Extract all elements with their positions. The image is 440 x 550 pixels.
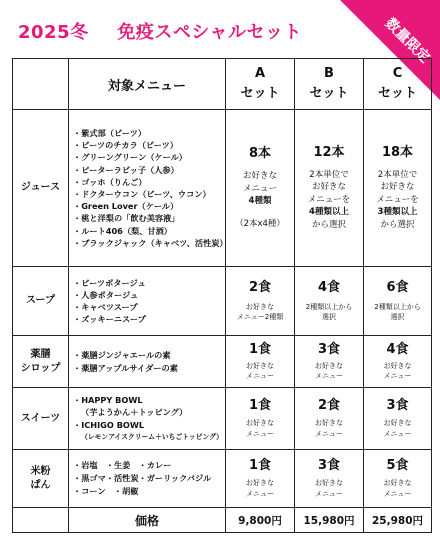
- sweets-b-note: メニュー: [315, 429, 343, 438]
- bread-category: [13, 450, 69, 508]
- syrup-c-note: お好きな: [383, 361, 412, 370]
- juice-set-b: [295, 110, 364, 267]
- bread-category-l1: 米粉: [30, 465, 51, 477]
- bread-a-count: 1食: [248, 458, 272, 473]
- soup-b-note: 2種類以上から: [305, 302, 353, 311]
- sweets-a-note: お好きな: [246, 419, 274, 427]
- soup-a-note: メニュー2種類: [236, 313, 284, 321]
- list-item: ・ 人参ポタージュ: [73, 289, 222, 301]
- syrup-c-count: 4食: [386, 341, 409, 357]
- set-c-header: [364, 59, 432, 110]
- bread-c-count: 5食: [386, 458, 409, 473]
- bread-items-row: ・岩塩 ・生姜 ・カレー: [73, 460, 172, 470]
- bread-set-a: [226, 450, 295, 508]
- sweets-items: [69, 388, 226, 450]
- soup-items: [69, 267, 226, 336]
- syrup-row: [13, 336, 432, 388]
- list-item: ・ ビーツのチカラ（ビーツ）: [73, 139, 222, 151]
- list-item: ・ 薬膳ジンジャエールの素: [73, 349, 222, 361]
- bread-category-l2: ぱん: [30, 479, 51, 491]
- juice-b-note: メニューを: [307, 194, 351, 205]
- juice-b-count: 12本: [313, 144, 345, 160]
- bread-items: [69, 450, 226, 508]
- soup-category: スープ: [13, 267, 69, 336]
- list-item: ・ HAPPY BOWL: [73, 394, 222, 406]
- juice-b-note: 4種類以上: [309, 207, 349, 218]
- page-title: [18, 18, 302, 44]
- juice-c-note: メニューを: [376, 194, 419, 205]
- soup-b-note: 選択: [322, 313, 336, 321]
- set-a-label: セット: [240, 86, 280, 101]
- sweets-c-count: 3食: [386, 398, 409, 413]
- badge-text: 数量限定: [381, 15, 433, 67]
- list-item-sub: （レモンアイスクリーム＋いちごトッピング）: [81, 432, 223, 441]
- price-blank: [13, 508, 69, 533]
- sweets-set-b: [295, 388, 364, 450]
- list-item: ・ ドクターウコン（ビーツ、ウコン）: [73, 188, 222, 200]
- soup-b-count: 4食: [317, 279, 341, 295]
- list-item: ・ ズッキーニスープ: [73, 313, 222, 325]
- syrup-set-c: [364, 336, 432, 388]
- juice-a-note: メニュー: [242, 183, 277, 194]
- set-a-letter: A: [254, 66, 266, 81]
- sweets-b-note: お好きな: [315, 419, 343, 427]
- soup-set-b: [295, 267, 364, 336]
- syrup-a-note: お好きな: [246, 361, 274, 370]
- list-item: ・ 紫式部（ビーツ）: [73, 127, 222, 139]
- set-b-letter: B: [324, 66, 334, 81]
- price-row: [13, 508, 432, 533]
- list-item-sub: （芋ようかん＋トッピング）: [81, 407, 188, 418]
- soup-c-note: 2種類以上から: [374, 302, 421, 311]
- syrup-category-l2: シロップ: [20, 362, 61, 374]
- juice-set-c: [364, 110, 432, 267]
- juice-a-note: 4種類: [248, 196, 272, 206]
- soup-set-a: [226, 267, 295, 336]
- juice-set-a: [226, 110, 295, 267]
- list-item: ・ ビーツポタージュ: [73, 277, 222, 289]
- set-b-label: セット: [309, 86, 349, 101]
- syrup-a-count: 1食: [248, 341, 272, 357]
- set-b-header: [295, 59, 364, 110]
- juice-c-note: 3種類以上: [377, 207, 418, 218]
- sweets-row: [13, 388, 432, 450]
- sweets-set-a: [226, 388, 295, 450]
- list-item: ・ キャベツスープ: [73, 301, 222, 313]
- syrup-b-note: お好きな: [315, 361, 343, 370]
- title-name: 免疫スペシャルセット: [117, 22, 303, 43]
- list-item: ・ ブラックジャック（キャベツ、活性炭）: [73, 237, 222, 249]
- juice-row: [13, 110, 432, 267]
- set-c-letter: C: [392, 66, 403, 81]
- bread-a-note: メニュー: [246, 489, 274, 498]
- price-label: 価格: [69, 508, 226, 533]
- syrup-b-note: メニュー: [315, 372, 343, 380]
- sweets-a-note: メニュー: [246, 429, 274, 438]
- soup-a-count: 2食: [248, 279, 272, 295]
- syrup-a-note: メニュー: [246, 372, 274, 380]
- juice-a-note: お好きな: [242, 171, 277, 181]
- bread-row: [13, 450, 432, 508]
- price-set-b: 15,980円: [295, 508, 364, 533]
- sweets-c-note: お好きな: [383, 419, 412, 427]
- syrup-b-count: 3食: [317, 341, 341, 357]
- bread-set-c: [364, 450, 432, 508]
- soup-a-note: お好きな: [246, 302, 274, 311]
- bread-items-row: ・黒ゴマ・活性炭・ガーリックバジル: [73, 473, 212, 483]
- menu-header: 対象メニュー: [69, 59, 226, 110]
- juice-c-note: から選択: [380, 219, 415, 230]
- price-set-c: 25,980円: [364, 508, 432, 533]
- soup-c-note: 選択: [390, 313, 405, 321]
- sweets-category: スイーツ: [13, 388, 69, 450]
- juice-c-note: 2本単位で: [377, 169, 418, 180]
- bread-b-note: お好きな: [315, 479, 343, 487]
- list-item: ・ ピーターラビッ子（人参）: [73, 164, 222, 176]
- soup-set-c: [364, 267, 432, 336]
- bread-a-note: お好きな: [246, 479, 274, 487]
- juice-c-count: 18本: [381, 144, 414, 160]
- set-table: [12, 58, 432, 533]
- title-year: 2025冬: [18, 22, 89, 43]
- juice-b-note: から選択: [311, 219, 346, 230]
- set-c-label: セット: [377, 86, 417, 101]
- bread-c-note: お好きな: [383, 479, 412, 487]
- list-item: ・ Green Lover（ケール）: [73, 200, 222, 212]
- list-item: ・ ゴッホ（りんご）: [73, 176, 222, 188]
- list-item: ・ ルート406（梨、甘酒）: [73, 225, 222, 237]
- juice-c-note: お好きな: [380, 182, 415, 193]
- sweets-set-c: [364, 388, 432, 450]
- soup-c-count: 6食: [386, 279, 409, 295]
- soup-row: [13, 267, 432, 336]
- syrup-category: [13, 336, 69, 388]
- syrup-set-b: [295, 336, 364, 388]
- bread-b-count: 3食: [317, 458, 341, 473]
- header-blank: [13, 59, 69, 110]
- sweets-c-note: メニュー: [383, 429, 412, 438]
- juice-a-count: 8本: [248, 146, 272, 161]
- bread-b-note: メニュー: [315, 489, 343, 498]
- bread-set-b: [295, 450, 364, 508]
- list-item: ・ グリーングリーン（ケール）: [73, 151, 222, 163]
- set-a-header: [226, 59, 295, 110]
- sweets-a-count: 1食: [248, 398, 272, 413]
- sweets-b-count: 2食: [317, 398, 341, 413]
- bread-items-row: ・コーン ・胡椒: [73, 486, 139, 496]
- juice-category: ジュース: [13, 110, 69, 267]
- list-item: ・ ICHIGO BOWL: [73, 419, 222, 431]
- syrup-category-l1: 薬膳: [30, 348, 51, 360]
- price-set-a: 9,800円: [226, 508, 295, 533]
- juice-b-note: お好きな: [311, 182, 346, 193]
- syrup-set-a: [226, 336, 295, 388]
- list-item: ・ 薬膳アップルサイダーの素: [73, 362, 222, 374]
- juice-items: [69, 110, 226, 267]
- bread-c-note: メニュー: [383, 489, 412, 498]
- juice-b-note: 2本単位で: [309, 169, 349, 180]
- syrup-items: [69, 336, 226, 388]
- juice-a-note: （2本x4種）: [235, 218, 285, 229]
- syrup-c-note: メニュー: [383, 372, 412, 380]
- header-row: [13, 59, 432, 110]
- list-item: ・ 桃と洋梨の「飲む美容液」: [73, 212, 222, 224]
